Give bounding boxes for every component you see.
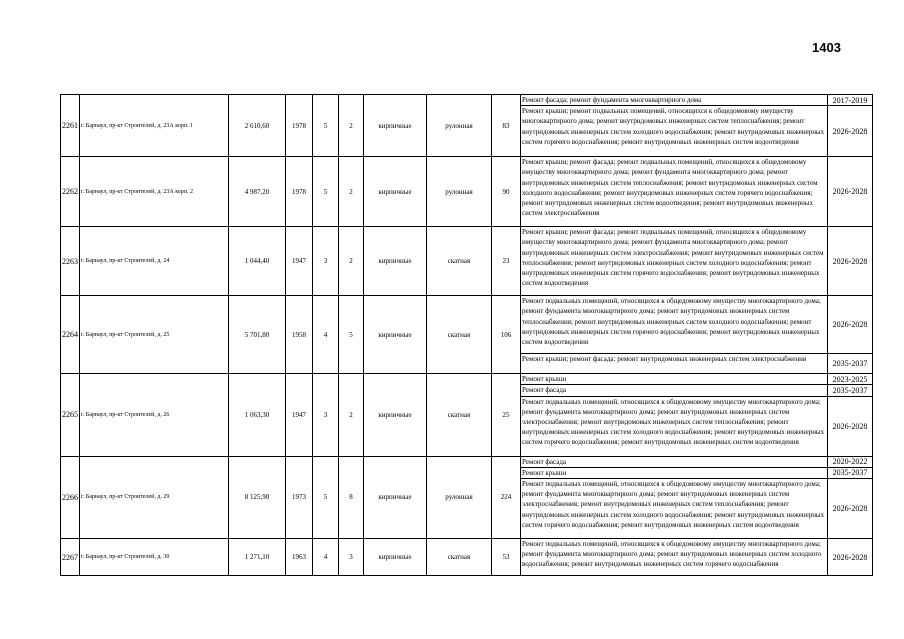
wall-material-cell: кирпичные <box>364 95 427 157</box>
address-cell: г. Барнаул, пр-кт Строителей, д. 29 <box>80 456 229 538</box>
works-cell: Ремонт крыши <box>521 467 828 478</box>
period-cell: 2017-2019 <box>828 95 873 106</box>
works-cell: Ремонт крыши; ремонт подвальных помещений, относящихся к общедомовому имуществу многоквартирного дома; ремонт внутридомовых инженерных систем теплоснабжения; ремонт внутридомовых инженерных систем холодного водоснабжения; ремонт внутридомовых инженерных систем горячего водоснабжения; ремонт внутридомовых инженерных систем водоотведения <box>521 106 828 157</box>
period-cell: 2026-2028 <box>828 157 873 227</box>
row-number: 2264 <box>61 296 80 374</box>
value-cell: 90 <box>492 157 521 227</box>
wall-material-cell: кирпичные <box>364 296 427 374</box>
floors-cell: 4 <box>313 296 339 374</box>
floors-cell: 5 <box>313 456 339 538</box>
entrances-cell: 2 <box>339 157 364 227</box>
table-row <box>61 296 873 354</box>
row-number: 2263 <box>61 227 80 296</box>
page-number: 1403 <box>812 40 841 55</box>
works-cell: Ремонт подвальных помещений, относящихся к общедомовому имуществу многоквартирного дома; ремонт фундамента многоквартирного дома; ремонт внутридомовых инженерных систем электроснабжения; ремонт внутридомовых инженерных систем теплоснабжения; ремонт внутридомовых инженерных систем холодного водоснабжения; ремонт внутридомовых инженерных систем горячего водоснабжения; ремонт внутридомовых инженерных систем водоотведения <box>521 479 828 539</box>
address-cell: г. Барнаул, пр-кт Строителей, д. 23А корп. 2 <box>80 157 229 227</box>
entrances-cell: 3 <box>339 539 364 576</box>
period-cell: 2035-2037 <box>828 385 873 396</box>
address-cell: г. Барнаул, пр-кт Строителей, д. 30 <box>80 539 229 576</box>
value-cell: 106 <box>492 296 521 374</box>
address-cell: г. Барнаул, пр-кт Строителей, д. 25 <box>80 296 229 374</box>
year-cell: 1978 <box>286 95 313 157</box>
address-cell: г. Барнаул, пр-кт Строителей, д. 24 <box>80 227 229 296</box>
entrances-cell: 2 <box>339 374 364 456</box>
works-cell: Ремонт подвальных помещений, относящихся к общедомовому имуществу многоквартирного дома; ремонт фундамента многоквартирного дома; ремонт внутридомовых инженерных систем холодного водоснабжения; ремонт внутридомовых инженерных систем горячего водоснабжения <box>521 539 828 576</box>
row-number: 2266 <box>61 456 80 538</box>
period-cell: 2026-2028 <box>828 106 873 157</box>
row-number: 2267 <box>61 539 80 576</box>
value-cell: 224 <box>492 456 521 538</box>
year-cell: 1947 <box>286 374 313 456</box>
period-cell: 2026-2028 <box>828 539 873 576</box>
works-cell: Ремонт подвальных помещений, относящихся к общедомовому имуществу многоквартирного дома; ремонт фундамента многоквартирного дома; ремонт внутридомовых инженерных систем теплоснабжения; ремонт внутридомовых инженерных систем холодного водоснабжения; ремонт внутридомовых инженерных систем горячего водоснабжения; ремонт внутридомовых инженерных систем водоотведения <box>521 296 828 354</box>
table-row <box>61 227 873 296</box>
year-cell: 1947 <box>286 227 313 296</box>
roof-type-cell: скатная <box>427 227 492 296</box>
value-cell: 25 <box>492 374 521 456</box>
wall-material-cell: кирпичные <box>364 157 427 227</box>
row-number: 2261 <box>61 95 80 157</box>
wall-material-cell: кирпичные <box>364 539 427 576</box>
period-cell: 2026-2028 <box>828 479 873 539</box>
table-row <box>61 539 873 576</box>
entrances-cell: 5 <box>339 296 364 374</box>
floors-cell: 5 <box>313 95 339 157</box>
works-cell: Ремонт подвальных помещений, относящихся к общедомовому имуществу многоквартирного дома; ремонт фундамента многоквартирного дома; ремонт внутридомовых инженерных систем электроснабжения; ремонт внутридомовых инженерных систем теплоснабжения; ремонт внутридомовых инженерных систем холодного водоснабжения; ремонт внутридомовых инженерных систем горячего водоснабжения; ремонт внутридомовых инженерных систем водоотведения <box>521 396 828 456</box>
roof-type-cell: рулонная <box>427 95 492 157</box>
floors-cell: 3 <box>313 227 339 296</box>
roof-type-cell: скатная <box>427 296 492 374</box>
area-cell: 1 271,10 <box>229 539 286 576</box>
area-cell: 5 701,80 <box>229 296 286 374</box>
wall-material-cell: кирпичные <box>364 227 427 296</box>
period-cell: 2026-2028 <box>828 227 873 296</box>
area-cell: 1 063,30 <box>229 374 286 456</box>
works-cell: Ремонт крыши; ремонт фасада; ремонт подвальных помещений, относящихся к общедомовому имуществу многоквартирного дома; ремонт фундамента многоквартирного дома; ремонт внутридомовых инженерных систем теплоснабжения; ремонт внутридомовых инженерных систем холодного водоснабжения; ремонт внутридомовых инженерных систем горячего водоснабжения; ремонт внутридомовых инженерных систем водоотведения; ремонт внутридомовых инженерных систем электроснабжения <box>521 157 828 227</box>
table-row <box>61 456 873 467</box>
works-cell: Ремонт фасада <box>521 385 828 396</box>
works-cell: Ремонт фасада; ремонт фундамента многоквартирного дома <box>521 95 828 106</box>
period-cell: 2026-2028 <box>828 396 873 456</box>
table-row <box>61 157 873 227</box>
roof-type-cell: скатная <box>427 374 492 456</box>
table-row <box>61 374 873 385</box>
floors-cell: 4 <box>313 539 339 576</box>
period-cell: 2035-2037 <box>828 354 873 374</box>
roof-type-cell: скатная <box>427 539 492 576</box>
period-cell: 2020-2022 <box>828 456 873 467</box>
floors-cell: 3 <box>313 374 339 456</box>
works-cell: Ремонт крыши; ремонт фасада; ремонт внутридомовых инженерных систем электроснабжения <box>521 354 828 374</box>
row-number: 2265 <box>61 374 80 456</box>
year-cell: 1978 <box>286 157 313 227</box>
capital-repair-table <box>60 94 873 576</box>
works-cell: Ремонт крыши <box>521 374 828 385</box>
area-cell: 1 044,40 <box>229 227 286 296</box>
table-row <box>61 95 873 106</box>
area-cell: 4 987,20 <box>229 157 286 227</box>
entrances-cell: 2 <box>339 227 364 296</box>
roof-type-cell: рулонная <box>427 456 492 538</box>
works-cell: Ремонт крыши; ремонт фасада; ремонт подвальных помещений, относящихся к общедомовому имуществу многоквартирного дома; ремонт фундамента многоквартирного дома; ремонт внутридомовых инженерных систем электроснабжения; ремонт внутридомовых инженерных систем теплоснабжения; ремонт внутридомовых инженерных систем холодного водоснабжения; ремонт внутридомовых инженерных систем горячего водоснабжения; ремонт внутридомовых инженерных систем водоотведения <box>521 227 828 296</box>
row-number: 2262 <box>61 157 80 227</box>
roof-type-cell: рулонная <box>427 157 492 227</box>
entrances-cell: 8 <box>339 456 364 538</box>
area-cell: 8 125,90 <box>229 456 286 538</box>
value-cell: 83 <box>492 95 521 157</box>
period-cell: 2023-2025 <box>828 374 873 385</box>
period-cell: 2026-2028 <box>828 296 873 354</box>
year-cell: 1958 <box>286 296 313 374</box>
value-cell: 23 <box>492 227 521 296</box>
value-cell: 53 <box>492 539 521 576</box>
area-cell: 2 610,60 <box>229 95 286 157</box>
year-cell: 1963 <box>286 539 313 576</box>
address-cell: г. Барнаул, пр-кт Строителей, д. 23А корп. 1 <box>80 95 229 157</box>
wall-material-cell: кирпичные <box>364 374 427 456</box>
address-cell: г. Барнаул, пр-кт Строителей, д. 26 <box>80 374 229 456</box>
floors-cell: 5 <box>313 157 339 227</box>
works-cell: Ремонт фасада <box>521 456 828 467</box>
period-cell: 2035-2037 <box>828 467 873 478</box>
entrances-cell: 2 <box>339 95 364 157</box>
year-cell: 1973 <box>286 456 313 538</box>
wall-material-cell: кирпичные <box>364 456 427 538</box>
